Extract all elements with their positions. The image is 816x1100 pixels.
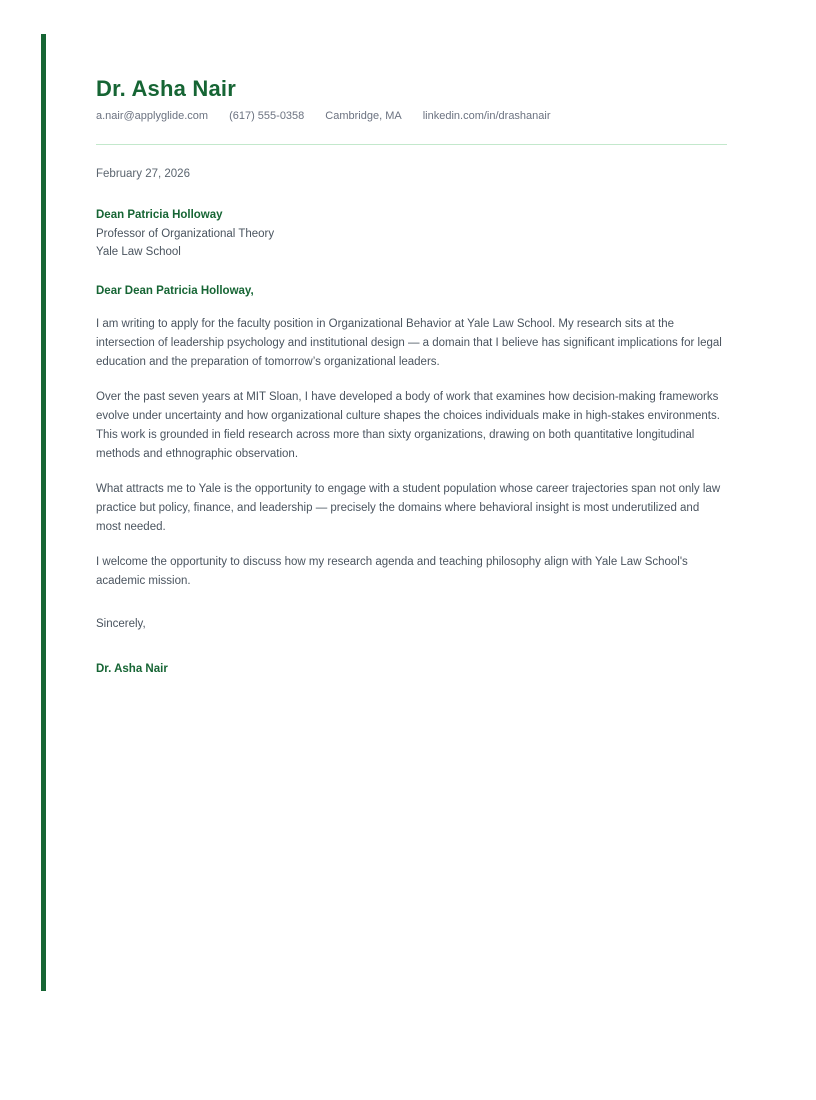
header-divider	[96, 144, 727, 145]
letter-date: February 27, 2026	[96, 168, 190, 180]
contact-phone: (617) 555-0358	[229, 110, 305, 122]
contact-linkedin: linkedin.com/in/drashanair	[422, 110, 551, 122]
body-paragraph: I am writing to apply for the faculty position in Organizational Behavior at Yale Law School. My research sits at the intersection of leadership psychology and institutional design — a domain that I believe has significant implications for legal education and the preparation of tomorrow’s organizational leaders.	[96, 317, 722, 368]
signature-name: Dr. Asha Nair	[96, 662, 168, 675]
body-paragraph: What attracts me to Yale is the opportunity to engage with a student population whose career trajectories span not only law practice but policy, finance, and leadership — precisely the domains where behavioral insight is most underutilized and most needed.	[96, 482, 721, 533]
recipient-name: Dean Patricia Holloway	[96, 209, 223, 221]
body-paragraph: Over the past seven years at MIT Sloan, I have developed a body of work that examines how decision-making frameworks evolve under uncertainty and how organizational culture shapes the choices individuals make in high-stakes environments. This work is grounded in field research across more than sixty organizations, drawing on both quantitative longitudinal methods and ethnographic observation.	[96, 390, 720, 460]
body-paragraph: I welcome the opportunity to discuss how my research agenda and teaching philosophy align with Yale Law School's academic mission.	[96, 555, 688, 587]
salutation: Dear Dean Patricia Holloway,	[96, 284, 254, 297]
recipient-institution: Yale Law School	[96, 246, 181, 258]
page-title: Dr. Asha Nair	[96, 76, 236, 101]
contact-location: Cambridge, MA	[325, 110, 402, 122]
closing: Sincerely,	[96, 617, 146, 630]
contact-row	[96, 109, 727, 123]
recipient-title: Professor of Organizational Theory	[96, 227, 275, 240]
accent-bar	[41, 34, 46, 991]
recipient-block	[96, 206, 727, 262]
cover-letter	[96, 0, 727, 677]
contact-email: a.nair@applyglide.com	[96, 110, 209, 122]
